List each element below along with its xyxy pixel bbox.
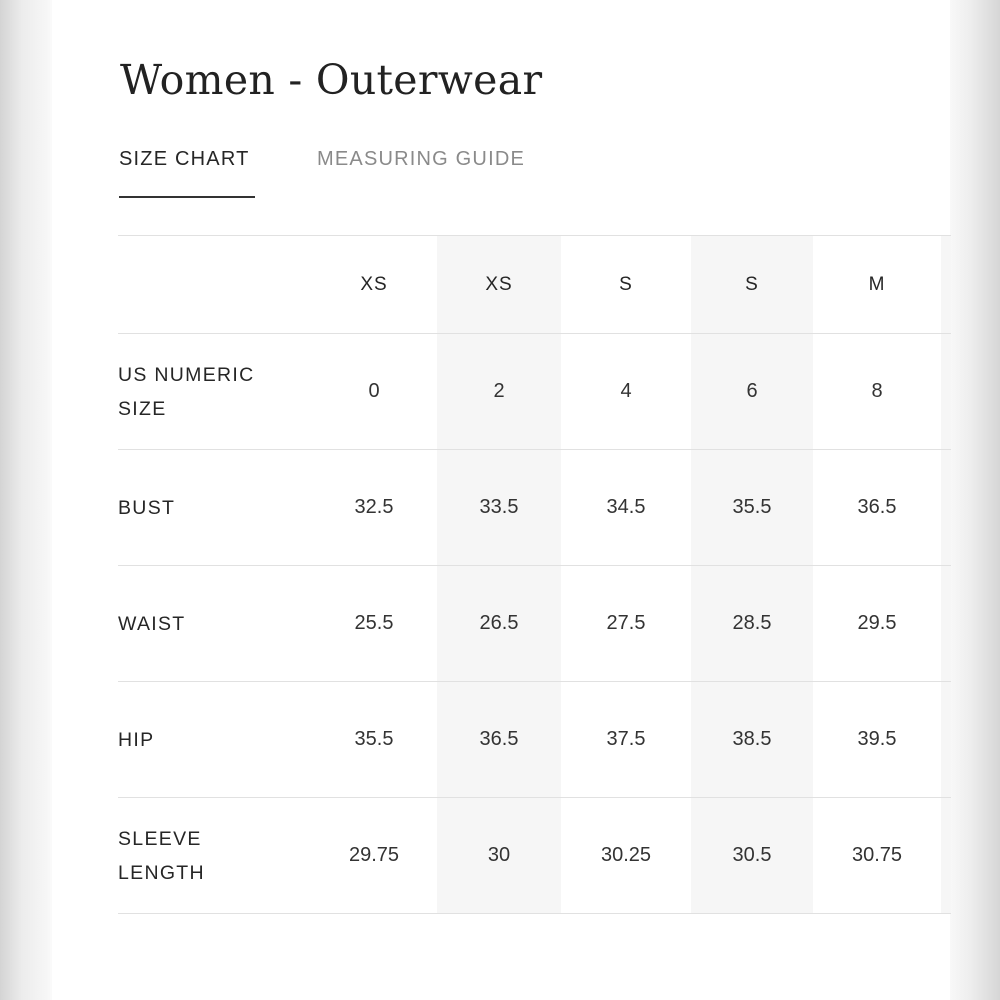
table-cell: 8 [813,334,941,450]
header-cell: S [691,236,813,334]
active-tab-indicator [119,196,255,198]
table-row-bust [118,450,951,566]
row-label: BUST [118,450,311,566]
overflow-column-edge [941,236,951,334]
row-label: HIP [118,682,311,798]
header-cell: XS [311,236,437,334]
table-cell: 30.25 [561,798,691,914]
row-label: SLEEVE LENGTH [118,798,311,914]
size-table [118,235,951,914]
header-cell: XS [437,236,561,334]
table-cell: 35.5 [691,450,813,566]
table-row-hip [118,682,951,798]
table-cell: 28.5 [691,566,813,682]
table-cell: 36.5 [437,682,561,798]
tab-size-chart[interactable]: SIZE CHART [119,148,250,170]
overflow-column-edge [941,566,951,682]
table-cell: 29.5 [813,566,941,682]
overflow-column-edge [941,450,951,566]
table-cell: 36.5 [813,450,941,566]
table-cell: 32.5 [311,450,437,566]
table-cell: 4 [561,334,691,450]
table-cell: 34.5 [561,450,691,566]
table-cell: 29.75 [311,798,437,914]
size-chart-table [118,235,951,914]
table-cell: 38.5 [691,682,813,798]
table-cell: 27.5 [561,566,691,682]
tab-measuring-guide[interactable]: MEASURING GUIDE [317,148,526,170]
table-cell: 30.75 [813,798,941,914]
overflow-column-edge [941,682,951,798]
table-row-us-numeric-size [118,334,951,450]
table-cell: 2 [437,334,561,450]
header-cell: S [561,236,691,334]
page-title: Women - Outerwear [120,56,543,104]
table-cell: 33.5 [437,450,561,566]
header-cell: M [813,236,941,334]
table-cell: 0 [311,334,437,450]
table-cell: 26.5 [437,566,561,682]
table-cell: 30 [437,798,561,914]
header-row [118,236,951,334]
row-label: US NUMERIC SIZE [118,334,311,450]
table-cell: 35.5 [311,682,437,798]
table-cell: 39.5 [813,682,941,798]
table-cell: 30.5 [691,798,813,914]
table-row-waist [118,566,951,682]
table-cell: 37.5 [561,682,691,798]
table-cell: 6 [691,334,813,450]
table-row-sleeve-length [118,798,951,914]
table-cell: 25.5 [311,566,437,682]
header-empty-cell [118,236,311,334]
overflow-column-edge [941,798,951,914]
row-label: WAIST [118,566,311,682]
overflow-column-edge [941,334,951,450]
